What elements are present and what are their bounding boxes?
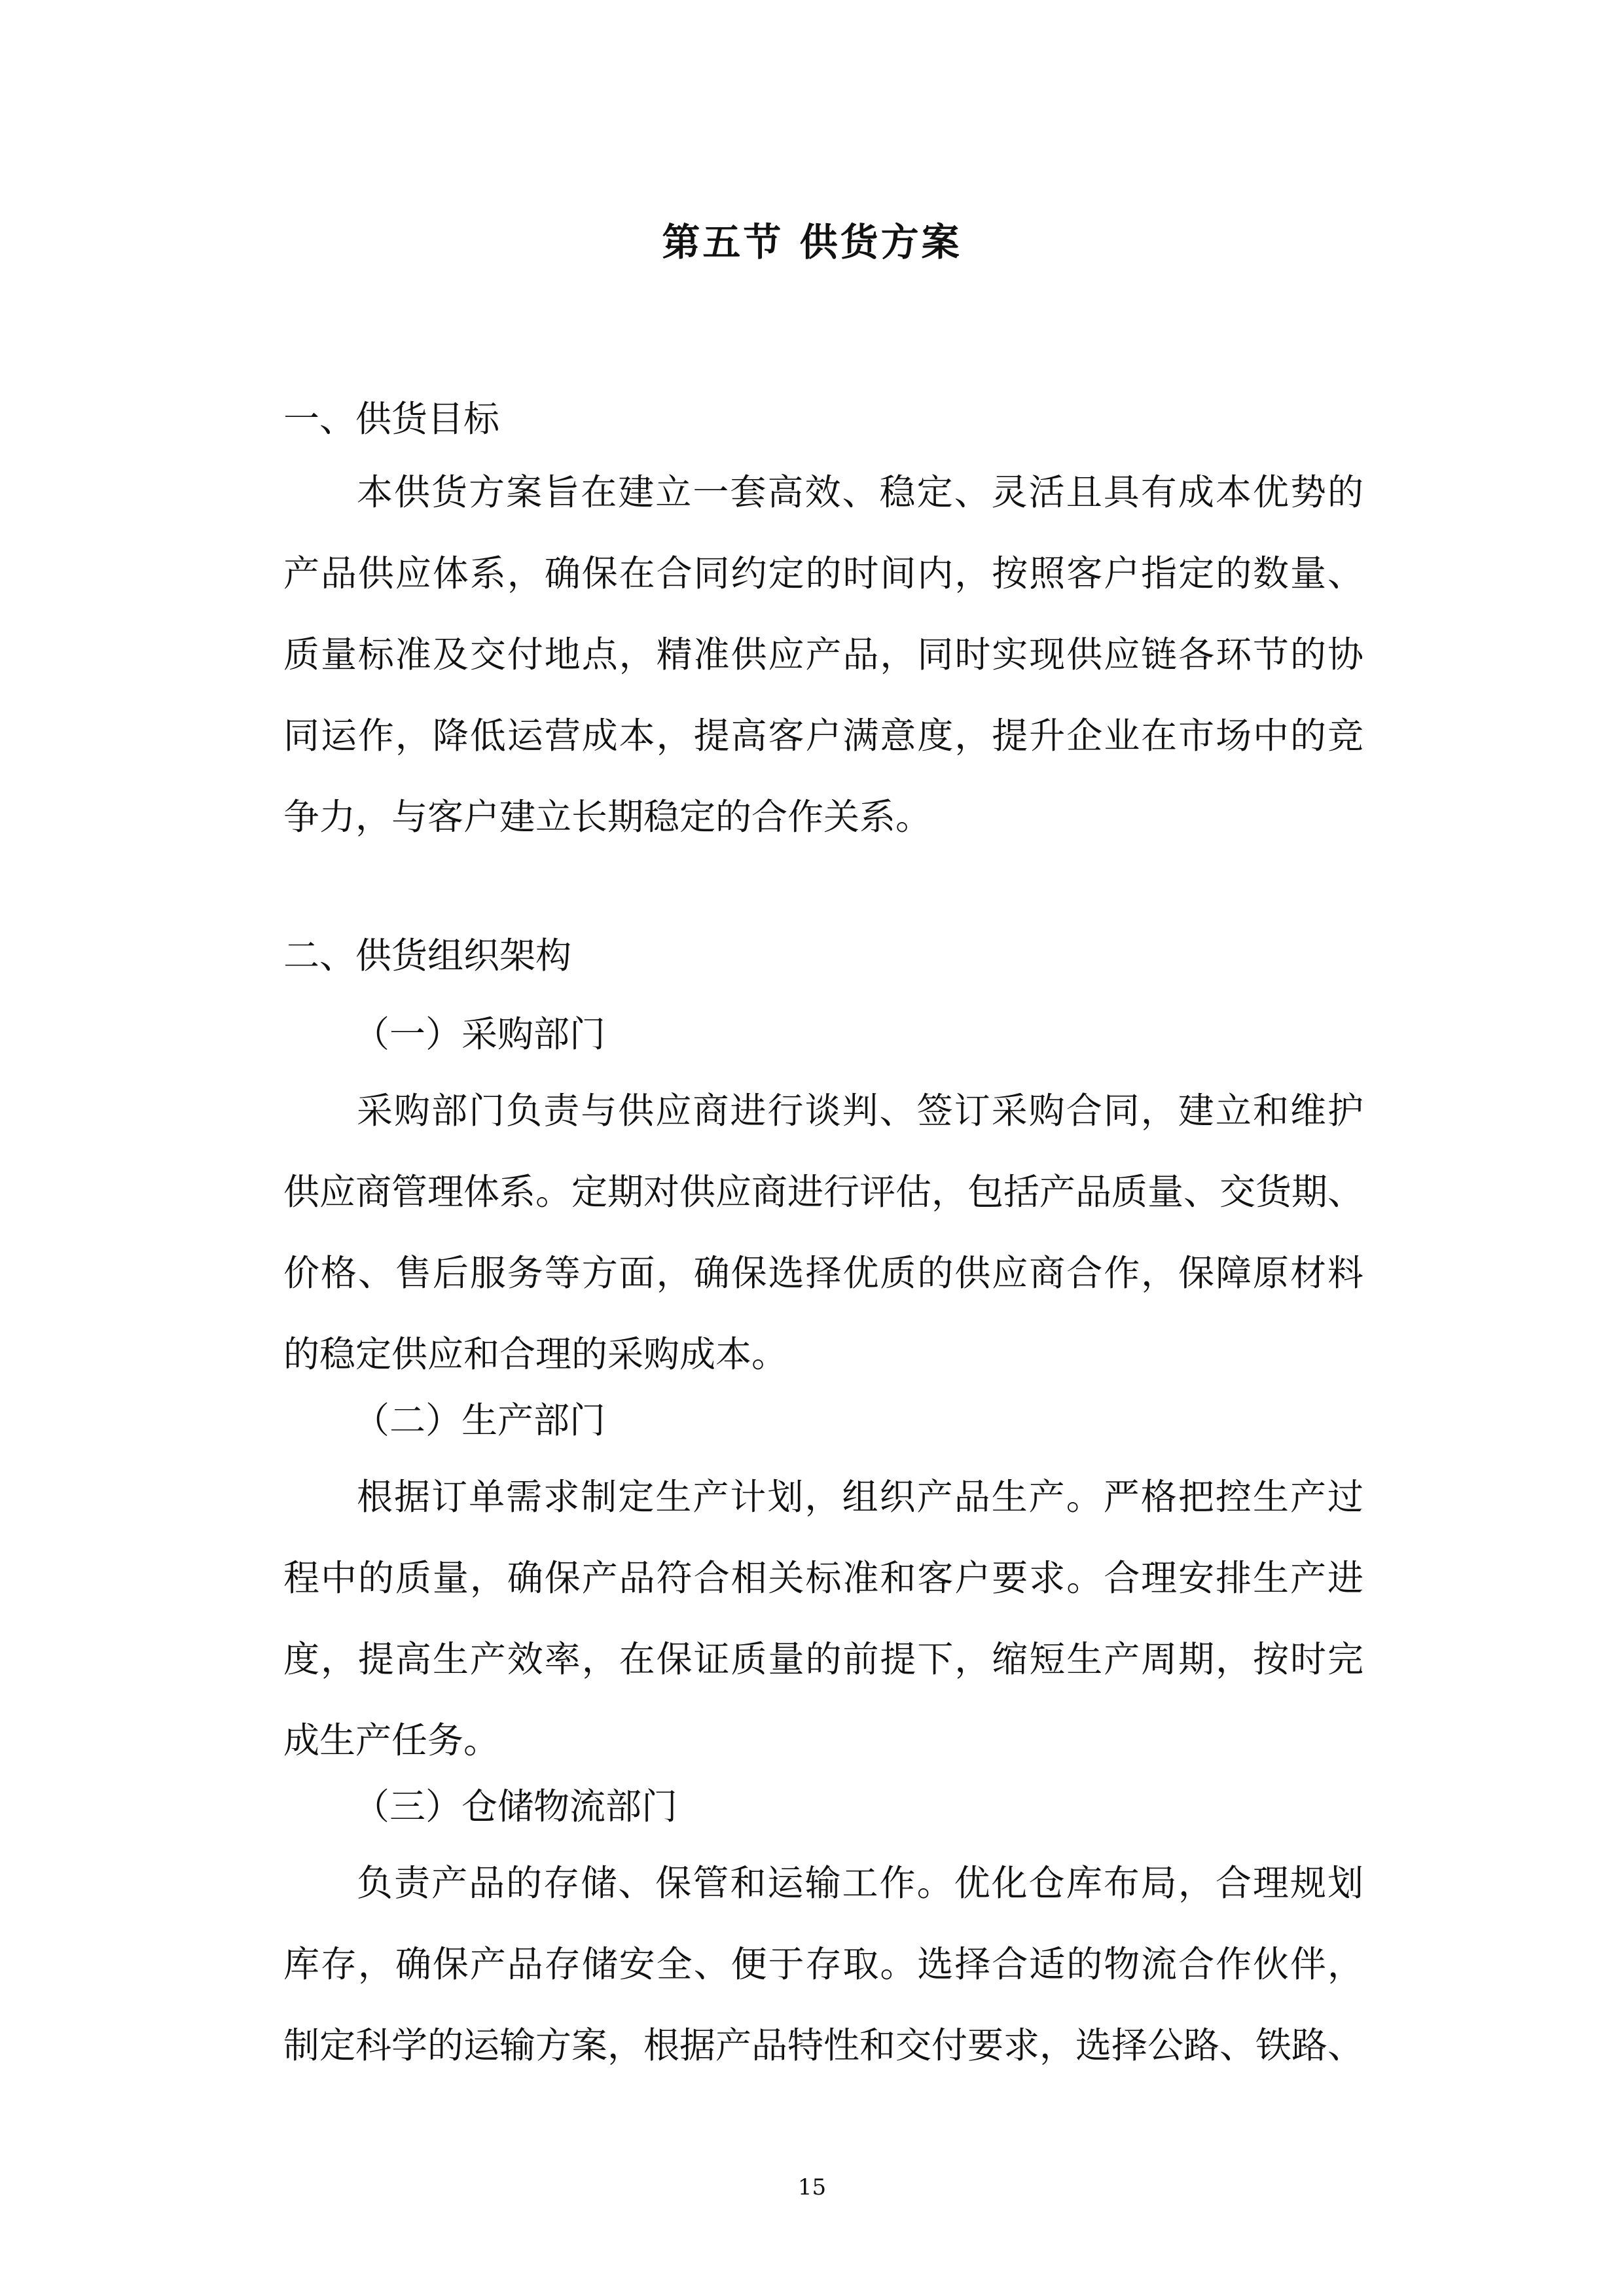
paragraph-supply-goal — [283, 452, 1363, 857]
paragraph-line: 成生产任务。 — [283, 1719, 500, 1761]
paragraph-line: 质量标准及交付地点，精准供应产品，同时实现供应链各环节的协 — [283, 634, 1363, 675]
subheading-warehouse-logistics: （三）仓储物流部门 — [353, 1785, 678, 1827]
page-number: 15 — [797, 2174, 827, 2200]
paragraph-line: 的稳定供应和合理的采购成本。 — [283, 1333, 788, 1375]
paragraph-line: 采购部门负责与供应商进行谈判、签订采购合同，建立和维护 — [357, 1090, 1363, 1132]
paragraph-line: 本供货方案旨在建立一套高效、稳定、灵活且具有成本优势的 — [357, 471, 1363, 513]
paragraph-warehouse-logistics — [283, 1842, 1363, 2086]
page-title: 第五节 供货方案 — [662, 220, 962, 264]
paragraph-line: 价格、售后服务等方面，确保选择优质的供应商合作，保障原材料 — [283, 1252, 1363, 1294]
paragraph-line: 库存，确保产品存储安全、便于存取。选择合适的物流合作伙伴， — [283, 1943, 1363, 1985]
subheading-production: （二）生产部门 — [353, 1399, 606, 1441]
section-heading-org-structure: 二、供货组织架构 — [283, 935, 572, 977]
paragraph-line: 根据订单需求制定生产计划，组织产品生产。严格把控生产过 — [357, 1476, 1363, 1518]
paragraph-line: 产品供应体系，确保在合同约定的时间内，按照客户指定的数量、 — [283, 552, 1363, 594]
paragraph-procurement — [283, 1070, 1363, 1395]
paragraph-line: 负责产品的存储、保管和运输工作。优化仓库布局，合理规划 — [357, 1862, 1363, 1904]
paragraph-production — [283, 1456, 1363, 1781]
paragraph-line: 制定科学的运输方案，根据产品特性和交付要求，选择公路、铁路、 — [283, 2024, 1364, 2066]
paragraph-line: 争力，与客户建立长期稳定的合作关系。 — [283, 796, 932, 838]
paragraph-line: 程中的质量，确保产品符合相关标准和客户要求。合理安排生产进 — [283, 1557, 1363, 1599]
paragraph-line: 同运作，降低运营成本，提高客户满意度，提升企业在市场中的竞 — [283, 715, 1363, 757]
section-heading-supply-goal: 一、供货目标 — [283, 398, 500, 440]
subheading-procurement: （一）采购部门 — [353, 1013, 606, 1055]
paragraph-line: 度，提高生产效率，在保证质量的前提下，缩短生产周期，按时完 — [283, 1638, 1363, 1680]
paragraph-line: 供应商管理体系。定期对供应商进行评估，包括产品质量、交货期、 — [283, 1171, 1364, 1213]
